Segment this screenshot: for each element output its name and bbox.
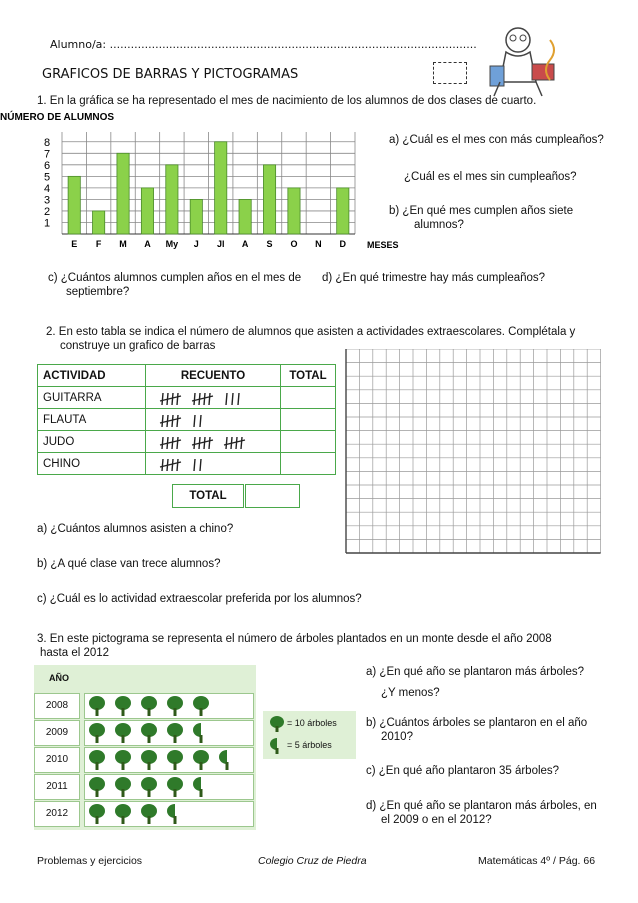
bar-o-9 (288, 188, 300, 234)
q2-b-question: b) ¿A qué clase van trece alumnos? (37, 558, 221, 570)
tally-stroke (209, 393, 210, 405)
full-tree-icon (115, 750, 131, 770)
half-tree-icon (219, 750, 229, 770)
q1-statement: 1. En la gráfica se ha representado el mes de nacimiento de los alumnos de dos clases de cuarto. (37, 95, 537, 107)
tally-stroke (162, 393, 163, 405)
tree-trunk (200, 735, 203, 743)
teacher-illustration (480, 20, 570, 100)
tree-trunk (174, 816, 177, 824)
y-tick-label: 6 (44, 159, 51, 172)
alumno-name-line: Alumno/a: ......................................................................................................... (50, 38, 477, 51)
tree-trunk (148, 735, 151, 743)
q1-b-question-line1: b) ¿En qué mes cumplen años siete (389, 205, 574, 217)
tree-crown (115, 723, 131, 737)
tally-svg (159, 391, 247, 407)
x-tick-label: F (95, 239, 102, 249)
tree-trunk (226, 762, 229, 770)
activity-cell: GUITARRA (38, 387, 146, 409)
bar-f-1 (93, 211, 105, 234)
x-tick-label: D (339, 239, 347, 249)
tally-stroke (172, 415, 173, 427)
q1-c-question-line2: septiembre? (66, 286, 130, 298)
tree-crown (167, 723, 183, 737)
y-tick-label: 3 (44, 194, 51, 207)
tree-trunk (148, 789, 151, 797)
tree-trunk (200, 708, 203, 716)
full-tree-icon (141, 750, 157, 770)
x-tick-label: A (144, 239, 151, 249)
y-tick-label: 8 (44, 136, 51, 149)
y-tick-label: 7 (44, 148, 51, 161)
tree-crown (193, 723, 201, 737)
full-tree-icon (167, 696, 183, 716)
x-tick-label: J (193, 239, 199, 249)
tally-stroke (194, 415, 195, 427)
y-tick-label: 5 (44, 171, 51, 184)
tree-crown (167, 696, 183, 710)
tree-crown (193, 777, 201, 791)
full-tree-icon (167, 750, 183, 770)
tally-stroke (226, 437, 227, 449)
tally-stroke (232, 393, 233, 405)
q1-c-question-line1: c) ¿Cuántos alumnos cumplen años en el mes de (48, 272, 302, 284)
x-tick-label: N (315, 239, 322, 249)
tally-stroke (177, 415, 178, 427)
total-input-cell[interactable] (281, 409, 336, 431)
q3-statement-line1: 3. En este pictograma se representa el número de árboles plantados en un monte desde el año 2008 (37, 633, 552, 645)
tally-cell (146, 409, 281, 431)
tree-crown (167, 777, 183, 791)
tally-stroke (177, 393, 178, 405)
tally-svg (159, 413, 209, 429)
total-label-box: TOTAL (172, 484, 244, 508)
full-tree-icon (193, 750, 209, 770)
tree-row-svg (85, 802, 251, 826)
q2-a-question: a) ¿Cuántos alumnos asisten a chino? (37, 523, 234, 535)
year-header: AÑO (49, 673, 69, 683)
q2-c-question: c) ¿Cuál es lo actividad extraescolar preferida por los alumnos? (37, 593, 362, 605)
tree-trunk (148, 816, 151, 824)
activity-cell: FLAUTA (38, 409, 146, 431)
legend-full-label: = 10 árboles (287, 718, 337, 728)
tally-svg (159, 457, 209, 473)
bar-a-7 (239, 199, 251, 234)
bar-a-3 (141, 188, 153, 234)
tree-trunk (96, 762, 99, 770)
tree-crown (141, 804, 157, 818)
y-tick-label: 1 (44, 217, 51, 230)
tally-marks (159, 464, 209, 476)
bar-e-0 (68, 176, 80, 234)
full-tree-icon (167, 723, 183, 743)
q2-statement-line2: construye un grafico de barras (60, 340, 216, 352)
tally-stroke (236, 437, 237, 449)
table-row (38, 453, 336, 475)
header-total: TOTAL (281, 365, 336, 387)
full-tree-icon (141, 696, 157, 716)
tree-crown (193, 750, 209, 764)
tally-stroke (200, 459, 201, 471)
tree-trunk (200, 762, 203, 770)
tree-trunk (122, 816, 125, 824)
q1-a2-question: ¿Cuál es el mes sin cumpleaños? (404, 171, 577, 183)
x-tick-label: O (290, 239, 298, 249)
tally-stroke (162, 437, 163, 449)
header-actividad: ACTIVIDAD (38, 365, 146, 387)
tally-stroke (172, 459, 173, 471)
tree-crown (89, 804, 105, 818)
full-tree-icon (141, 723, 157, 743)
tally-stroke (172, 393, 173, 405)
tree-crown (141, 723, 157, 737)
tally-stroke (200, 415, 201, 427)
header-recuento: RECUENTO (146, 365, 281, 387)
activity-cell: JUDO (38, 431, 146, 453)
q3-a2-question: ¿Y menos? (381, 687, 440, 699)
page-title: GRAFICOS DE BARRAS Y PICTOGRAMAS (42, 67, 299, 82)
tree-row-svg (85, 748, 251, 772)
tree-crown (115, 777, 131, 791)
tally-svg (159, 435, 261, 451)
tally-stroke (194, 459, 195, 471)
tally-stroke (209, 437, 210, 449)
half-tree-icon (167, 804, 177, 824)
tree-trunk (122, 708, 125, 716)
blank-graph-grid[interactable] (342, 349, 602, 563)
q1-d-question: d) ¿En qué trimestre hay más cumpleaños? (322, 272, 546, 284)
q2-statement-line1: 2. En esto tabla se indica el número de alumnos que asisten a actividades extraescolares. Complétala y (46, 326, 576, 338)
tree-crown (115, 750, 131, 764)
half-tree-icon (269, 737, 285, 755)
tally-stroke (194, 437, 195, 449)
full-tree-icon (89, 750, 105, 770)
tally-stroke (162, 459, 163, 471)
table-row (38, 387, 336, 409)
tally-stroke (177, 437, 178, 449)
tree-trunk (122, 762, 125, 770)
full-tree-icon (115, 777, 131, 797)
full-tree-icon (89, 804, 105, 824)
footer-left: Problemas y ejercicios (37, 855, 143, 867)
pictogram (34, 665, 256, 830)
full-tree-icon (193, 696, 209, 716)
tree-trunk (96, 816, 99, 824)
tree-crown (141, 696, 157, 710)
y-tick-label: 2 (44, 205, 51, 218)
tree-row-svg (85, 694, 251, 718)
x-tick-label: My (165, 239, 179, 249)
q3-b-question-line1: b) ¿Cuántos árboles se plantaron en el año (366, 717, 588, 729)
year-label: 2009 (34, 720, 80, 746)
tree-row-svg (85, 775, 251, 799)
tally-cell (146, 387, 281, 409)
tree-crown (115, 696, 131, 710)
tree-crown (167, 804, 175, 818)
tally-cell (146, 453, 281, 475)
full-tree-icon (115, 696, 131, 716)
x-tick-label: A (241, 239, 249, 249)
table-row (38, 409, 336, 431)
y-tick-label: 4 (44, 182, 51, 195)
year-label: 2008 (34, 693, 80, 719)
total-input-cell[interactable] (281, 387, 336, 409)
x-tick-label: E (71, 239, 78, 249)
q1-a-question: a) ¿Cuál es el mes con más cumpleaños? (389, 134, 604, 146)
full-tree-icon (89, 723, 105, 743)
bar-d-11 (337, 188, 349, 234)
tree-trunk (96, 708, 99, 716)
x-tick-label: M (119, 239, 127, 249)
birth-month-bar-chart (0, 106, 420, 251)
y-axis-label: NÚMERO DE ALUMNOS (0, 112, 115, 123)
tally-stroke (238, 393, 239, 405)
total-input-cell[interactable] (281, 431, 336, 453)
tree-crown (89, 777, 105, 791)
year-label: 2011 (34, 774, 80, 800)
table-header-row (38, 365, 336, 387)
tree-row (84, 747, 254, 773)
tally-stroke (226, 393, 227, 405)
tree-crown (193, 696, 209, 710)
legend-half-label: = 5 árboles (287, 740, 332, 750)
tally-stroke (172, 437, 173, 449)
tally-cell (146, 431, 281, 453)
tree-crown (141, 777, 157, 791)
tree-row (84, 774, 254, 800)
q3-d-question-line2: el 2009 o en el 2012? (381, 814, 492, 826)
tree-trunk (122, 789, 125, 797)
tree-row (84, 801, 254, 827)
footer-center: Colegio Cruz de Piedra (258, 855, 367, 867)
full-tree-icon (269, 715, 285, 733)
q3-b-question-line2: 2010? (381, 731, 413, 743)
total-input-cell[interactable] (281, 453, 336, 475)
pictogram-legend (263, 711, 356, 759)
tree-crown (115, 804, 131, 818)
tally-marks (159, 420, 209, 432)
activities-table (37, 364, 336, 475)
tree-trunk (174, 708, 177, 716)
full-tree-icon (141, 777, 157, 797)
full-tree-icon (89, 777, 105, 797)
bar-s-8 (263, 165, 275, 234)
x-axis-label: MESES (367, 240, 399, 250)
half-tree-icon (193, 777, 203, 797)
tree-crown (89, 750, 105, 764)
tree-trunk (122, 735, 125, 743)
tree-row (84, 693, 254, 719)
footer-right: Matemáticas 4º / Pág. 66 (478, 855, 596, 867)
tree-trunk (96, 735, 99, 743)
q1-b-question-line2: alumnos? (414, 219, 464, 231)
year-label: 2012 (34, 801, 80, 827)
tree-trunk (174, 762, 177, 770)
x-tick-label: Jl (216, 239, 225, 249)
q3-d-question-line1: d) ¿En qué año se plantaron más árboles, en (366, 800, 597, 812)
tally-marks (159, 398, 247, 410)
tally-stroke (194, 393, 195, 405)
tally-stroke (204, 393, 205, 405)
bar-m-2 (117, 153, 129, 234)
tree-trunk (148, 762, 151, 770)
bar-my-4 (166, 165, 178, 234)
tree-crown (167, 750, 183, 764)
tally-marks (159, 442, 261, 454)
grade-box (433, 62, 467, 84)
tree-trunk (148, 708, 151, 716)
tree-trunk (174, 735, 177, 743)
table-row (38, 431, 336, 453)
half-tree-icon (193, 723, 203, 743)
tree-crown (89, 723, 105, 737)
tree-crown (141, 750, 157, 764)
tree-trunk (174, 789, 177, 797)
tree-trunk (200, 789, 203, 797)
tree-trunk (96, 789, 99, 797)
tree-crown (219, 750, 227, 764)
activity-cell: CHINO (38, 453, 146, 475)
tree-crown (89, 696, 105, 710)
q3-statement-line2: hasta el 2012 (40, 647, 110, 659)
full-tree-icon (115, 804, 131, 824)
tree-row-svg (85, 721, 251, 745)
x-tick-label: S (266, 239, 273, 249)
full-tree-icon (141, 804, 157, 824)
tally-stroke (177, 459, 178, 471)
full-tree-icon (167, 777, 183, 797)
full-tree-icon (89, 696, 105, 716)
full-tree-icon (115, 723, 131, 743)
tally-stroke (241, 437, 242, 449)
year-label: 2010 (34, 747, 80, 773)
grand-total-input[interactable] (245, 484, 300, 508)
tally-stroke (162, 415, 163, 427)
tally-stroke (204, 437, 205, 449)
tree-row (84, 720, 254, 746)
bar-j-5 (190, 199, 202, 234)
bar-jl-6 (215, 142, 227, 234)
q3-a-question: a) ¿En qué año se plantaron más árboles? (366, 666, 584, 678)
q3-c-question: c) ¿En qué año plantaron 35 árboles? (366, 765, 560, 777)
